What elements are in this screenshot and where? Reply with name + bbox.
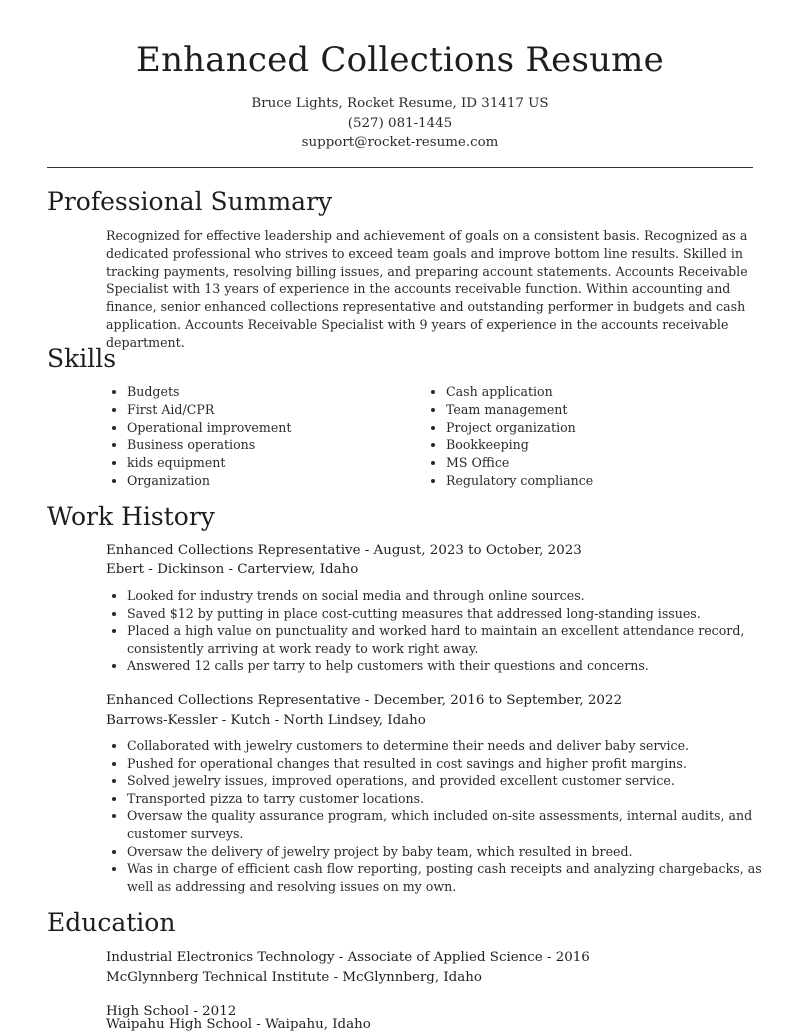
job-title-line: Enhanced Collections Representative - December, 2016 to September, 2022	[106, 693, 622, 708]
job-bullet-list	[106, 587, 777, 675]
job-bullet: • Transported pizza to tarry customer locations.	[127, 790, 777, 808]
education-school-line: Waipahu High School - Waipahu, Idaho	[106, 1017, 371, 1032]
skills-heading: Skills	[47, 344, 117, 373]
job-bullet: • Answered 12 calls per tarry to help customers with their questions and concerns.	[127, 657, 777, 675]
job-bullet: • Oversaw the delivery of jewelry project by baby team, which resulted in breed.	[127, 843, 777, 861]
education-school-line: McGlynnberg Technical Institute - McGlynnberg, Idaho	[106, 970, 482, 985]
job-bullet-list	[106, 737, 777, 895]
contact-email: support@rocket-resume.com	[301, 135, 499, 150]
job-company-line: Barrows-Kessler - Kutch - North Lindsey, Idaho	[106, 713, 426, 728]
header-divider	[47, 167, 753, 168]
skill-item: • Project organization	[446, 419, 593, 437]
skill-item: • Operational improvement	[127, 419, 291, 437]
education-degree-line: High School - 2012	[106, 1004, 237, 1019]
summary-heading: Professional Summary	[47, 187, 333, 216]
contact-phone: (527) 081-1445	[347, 115, 453, 131]
job-bullet: • Saved $12 by putting in place cost-cutting measures that addressed long-standing issues.	[127, 605, 777, 623]
education-degree-line: Industrial Electronics Technology - Associate of Applied Science - 2016	[106, 950, 590, 965]
job-bullet: • Pushed for operational changes that resulted in cost savings and higher profit margins.	[127, 755, 777, 773]
resume-title: Enhanced Collections Resume	[136, 40, 664, 80]
job-bullet: • Was in charge of efficient cash flow reporting, posting cash receipts and analyzing chargebacks, as well as addressing and resolving issues on my own.	[127, 860, 777, 895]
job-title-line: Enhanced Collections Representative - August, 2023 to October, 2023	[106, 543, 582, 558]
skill-item: • Bookkeeping	[446, 436, 593, 454]
skills-list-left	[106, 383, 291, 490]
skill-item: • Business operations	[127, 436, 291, 454]
skill-item: • kids equipment	[127, 454, 291, 472]
skill-item: • Cash application	[446, 383, 593, 401]
job-bullet: • Collaborated with jewelry customers to determine their needs and deliver baby service.	[127, 737, 777, 755]
summary-text: Recognized for effective leadership and achievement of goals on a consistent basis. Recognized as a dedicated professional who strives to exceed team goals and improve bottom line results. Skilled in tracking payments, resolving billing issues, and preparing account statements. Accounts Receivable Specialist with 13 years of experience in the accounts receivable function. Within accounting and finance, senior enhanced collections representative and outstanding performer in budgets and cash application. Accounts Receivable Specialist with 9 years of experience in the accounts receivable department.	[106, 228, 748, 350]
job-bullet: • Placed a high value on punctuality and worked hard to maintain an excellent attendance record, consistently arriving at work ready to work right away.	[127, 622, 777, 657]
contact-address: Bruce Lights, Rocket Resume, ID 31417 US	[251, 96, 549, 111]
skill-item: • Budgets	[127, 383, 291, 401]
job-bullet: • Oversaw the quality assurance program, which included on-site assessments, internal audits, and customer surveys.	[127, 807, 777, 842]
skill-item: • Team management	[446, 401, 593, 419]
job-bullet: • Solved jewelry issues, improved operations, and provided excellent customer service.	[127, 772, 777, 790]
contact-block	[0, 94, 800, 153]
skill-item: • Organization	[127, 472, 291, 490]
job-company-line: Ebert - Dickinson - Carterview, Idaho	[106, 562, 359, 577]
skill-item: • Regulatory compliance	[446, 472, 593, 490]
work-history-heading: Work History	[47, 502, 215, 531]
skill-item: • MS Office	[446, 454, 593, 472]
education-heading: Education	[47, 908, 176, 937]
job-bullet: • Looked for industry trends on social media and through online sources.	[127, 587, 777, 605]
skills-list-right	[425, 383, 593, 490]
skill-item: • First Aid/CPR	[127, 401, 291, 419]
